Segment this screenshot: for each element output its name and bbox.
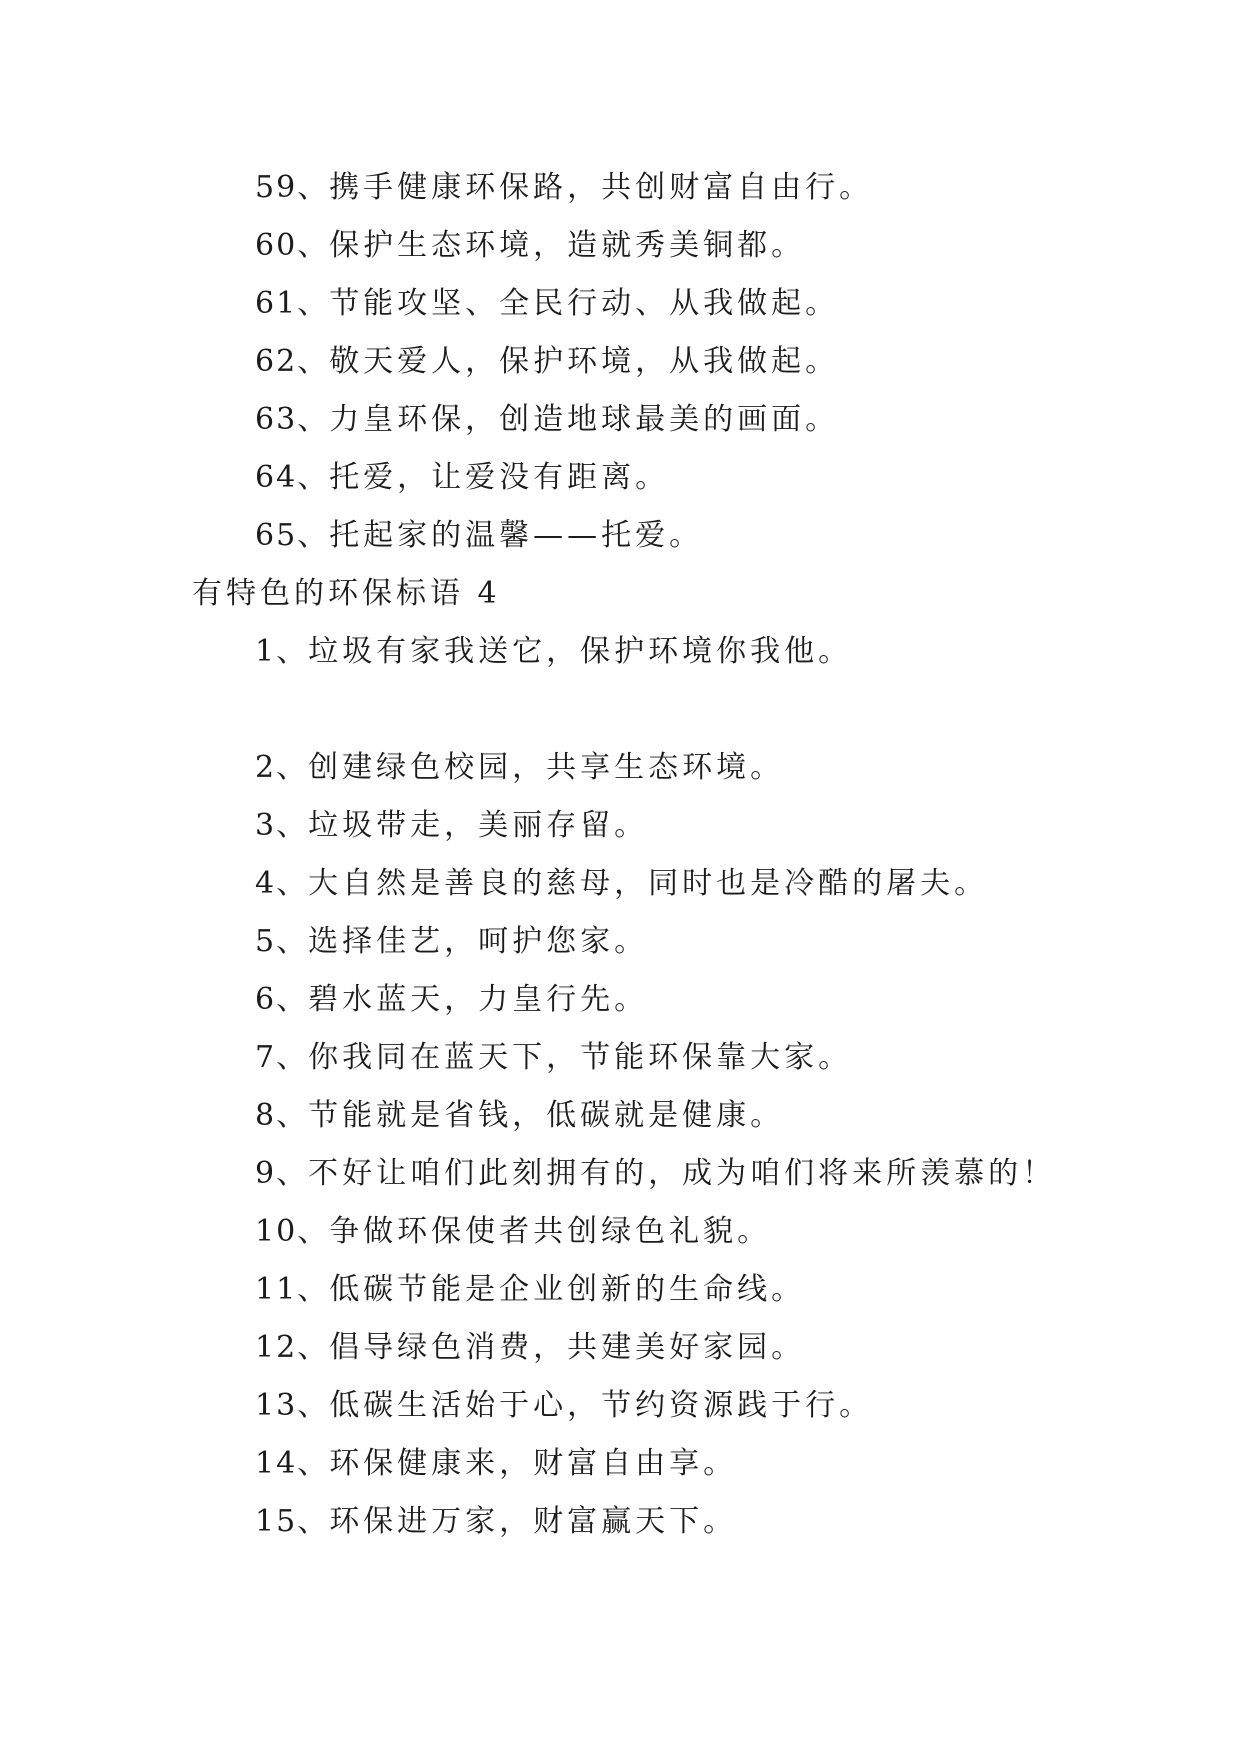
item-number: 60、	[255, 228, 330, 263]
slogan-item-63	[192, 391, 1201, 449]
slogan-item-3	[192, 797, 1201, 855]
slogan-item-1	[192, 623, 1201, 681]
item-text: 垃圾有家我送它，保护环境你我他。	[308, 634, 853, 669]
item-text: 节能就是省钱，低碳就是健康。	[308, 1098, 785, 1133]
slogan-item-15	[192, 1493, 1201, 1551]
item-number: 1、	[255, 634, 309, 669]
item-text: 不好让咱们此刻拥有的，成为咱们将来所羡慕的！	[308, 1156, 1057, 1191]
page-content	[192, 159, 1201, 1551]
blank-line	[192, 681, 1201, 739]
item-text: 托起家的温馨——托爱。	[329, 518, 704, 553]
item-text: 敬天爱人，保护环境，从我做起。	[329, 344, 840, 379]
slogan-item-62	[192, 333, 1201, 391]
item-number: 13、	[255, 1388, 330, 1423]
slogan-item-64	[192, 449, 1201, 507]
item-number: 4、	[255, 866, 309, 901]
slogan-item-7	[192, 1029, 1201, 1087]
item-text: 倡导绿色消费，共建美好家园。	[329, 1330, 806, 1365]
item-text: 你我同在蓝天下，节能环保靠大家。	[308, 1040, 853, 1075]
section-heading: 有特色的环保标语 4	[192, 576, 501, 611]
item-text: 保护生态环境，造就秀美铜都。	[329, 228, 806, 263]
item-text: 环保进万家，财富赢天下。	[329, 1504, 738, 1539]
item-number: 10、	[255, 1214, 330, 1249]
item-text: 选择佳艺，呵护您家。	[308, 924, 649, 959]
slogan-item-14	[192, 1435, 1201, 1493]
item-number: 7、	[255, 1040, 309, 1075]
item-text: 力皇环保，创造地球最美的画面。	[329, 402, 840, 437]
item-text: 碧水蓝天，力皇行先。	[308, 982, 649, 1017]
slogan-item-5	[192, 913, 1201, 971]
item-text: 节能攻坚、全民行动、从我做起。	[329, 286, 840, 321]
slogan-item-60	[192, 217, 1201, 275]
item-text: 争做环保使者共创绿色礼貌。	[329, 1214, 772, 1249]
item-number: 14、	[255, 1446, 330, 1481]
slogan-item-4	[192, 855, 1201, 913]
item-number: 11、	[255, 1272, 330, 1307]
item-number: 64、	[255, 460, 330, 495]
item-number: 9、	[255, 1156, 309, 1191]
item-text: 大自然是善良的慈母，同时也是冷酷的屠夫。	[308, 866, 989, 901]
slogan-item-13	[192, 1377, 1201, 1435]
item-number: 5、	[255, 924, 309, 959]
item-number: 8、	[255, 1098, 309, 1133]
item-number: 63、	[255, 402, 330, 437]
item-text: 携手健康环保路，共创财富自由行。	[329, 170, 874, 205]
slogan-item-6	[192, 971, 1201, 1029]
slogan-item-8	[192, 1087, 1201, 1145]
item-text: 低碳节能是企业创新的生命线。	[329, 1272, 806, 1307]
slogan-item-65	[192, 507, 1201, 565]
slogan-item-61	[192, 275, 1201, 333]
item-number: 6、	[255, 982, 309, 1017]
item-number: 65、	[255, 518, 330, 553]
item-number: 62、	[255, 344, 330, 379]
item-number: 12、	[255, 1330, 330, 1365]
item-number: 61、	[255, 286, 330, 321]
item-text: 低碳生活始于心，节约资源践于行。	[329, 1388, 874, 1423]
slogan-item-2	[192, 739, 1201, 797]
item-text: 垃圾带走，美丽存留。	[308, 808, 649, 843]
item-text: 环保健康来，财富自由享。	[329, 1446, 738, 1481]
item-text: 创建绿色校园，共享生态环境。	[308, 750, 785, 785]
item-text: 托爱，让爱没有距离。	[329, 460, 670, 495]
item-number: 15、	[255, 1504, 330, 1539]
item-number: 2、	[255, 750, 309, 785]
slogan-item-59	[192, 159, 1201, 217]
item-number: 3、	[255, 808, 309, 843]
slogan-item-10	[192, 1203, 1201, 1261]
slogan-item-12	[192, 1319, 1201, 1377]
slogan-item-11	[192, 1261, 1201, 1319]
slogan-item-9	[192, 1145, 1201, 1203]
item-number: 59、	[255, 170, 330, 205]
